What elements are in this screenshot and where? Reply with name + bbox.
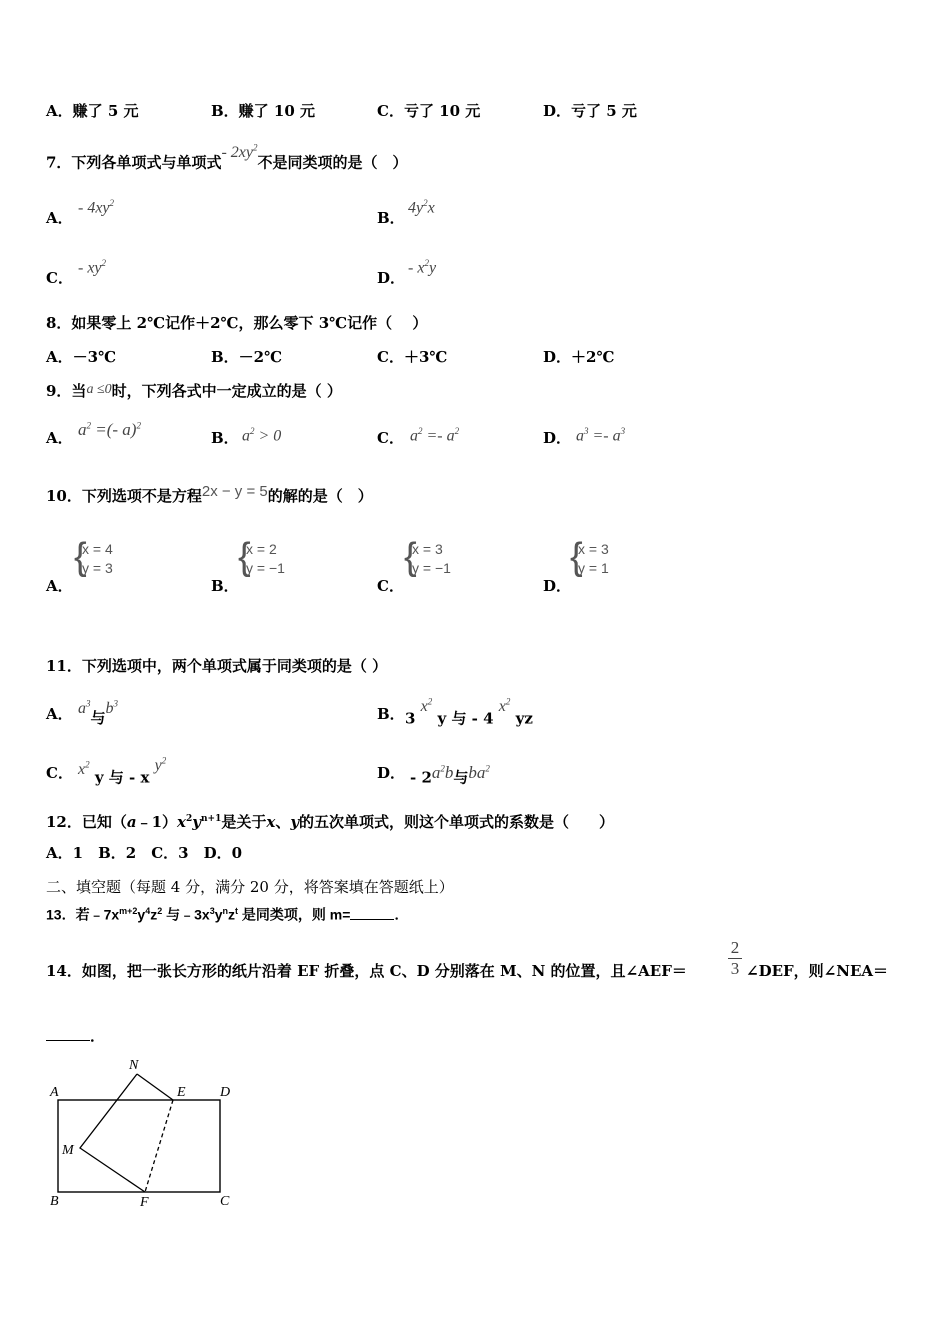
label-f: F — [140, 1195, 149, 1210]
q11-a-t1-base: a — [78, 700, 86, 718]
q9-stem-before: 9．当 — [46, 382, 87, 400]
q13-s1: m+2 — [119, 906, 138, 916]
q9-a-label: A． — [46, 429, 73, 447]
q11-c-x-base: x — [78, 761, 86, 779]
q12-stem-end: 的五次单项式，则这个单项式的系数是（ ） — [299, 813, 615, 831]
q11-a-t2 — [106, 700, 119, 717]
section-2-heading: 二、填空题（每题 4 分，满分 20 分，将答案填在答题纸上） — [46, 878, 454, 896]
q11-a-t1-exp: 3 — [86, 699, 91, 709]
q9-d-label: D． — [543, 429, 572, 447]
q8-option-a: A．－3℃ — [46, 348, 117, 366]
q11-c-y-exp: 2 — [161, 756, 167, 766]
q8-stem: 8．如果零上 2℃记作＋2℃，那么零下 3℃记作（ ） — [46, 314, 428, 332]
q7-a-expr-text: - 4xy — [78, 199, 110, 217]
q13-p7: 是同类项，则 m= — [238, 906, 351, 923]
q9-c-expr — [410, 426, 459, 445]
q8-option-b: B．－2℃ — [211, 348, 283, 366]
q12-options: A．1 B．2 C．3 D．0 — [46, 844, 243, 862]
q9-d-base: a — [576, 427, 584, 445]
q13-p5: y — [214, 906, 223, 923]
q11-c-y — [155, 757, 167, 774]
q11-b-x2 — [499, 698, 511, 715]
q14-frac-num: 2 — [730, 938, 740, 957]
q7-stem-before: 7．下列各单项式与单项式 — [46, 153, 222, 172]
q11-b-label: B． — [377, 705, 405, 723]
q13-p2: y — [137, 906, 146, 923]
q10-a-label: A． — [46, 577, 73, 595]
q12-vx: x — [266, 813, 276, 831]
q11-b-x2-exp: 2 — [505, 697, 511, 707]
q13-p1: 13．若﹣7x — [46, 906, 120, 923]
q11-d-t2-base: ba — [468, 762, 486, 782]
q14-fraction — [728, 938, 742, 979]
q7-a-label: A． — [46, 209, 73, 227]
q14-answer-end: ． — [90, 1027, 106, 1045]
q10-stem-before: 10．下列选项不是方程 — [46, 487, 202, 505]
q11-d-c: - 2 — [410, 768, 432, 787]
q12-supn1: n+1 — [200, 814, 222, 824]
q7-d-y: y — [428, 259, 437, 277]
q7-d-expr-text: - x — [408, 259, 425, 277]
q7-b-label: B． — [377, 209, 405, 227]
label-d: D — [220, 1085, 231, 1100]
label-b: B — [50, 1194, 59, 1209]
q11-a-t1 — [78, 700, 91, 717]
brace-icon: { — [404, 536, 417, 578]
q7-a-exp: 2 — [109, 198, 115, 208]
q13-end: ． — [394, 906, 409, 923]
q9-c-sq2: 2 — [454, 426, 460, 436]
q11-d-mid: 与 — [453, 768, 469, 787]
q11-a-expr — [78, 694, 119, 728]
q11-b-x-exp: 2 — [427, 697, 433, 707]
q12-vy: y — [290, 813, 300, 831]
brace-icon: { — [238, 536, 251, 578]
q8-option-c: C．＋3℃ — [377, 348, 448, 366]
q10-stem-after: 的解的是（ ） — [267, 487, 373, 505]
q7-d-label: D． — [377, 269, 406, 287]
q11-a-t2-exp: 3 — [113, 699, 119, 709]
q9-b-mid: > 0 — [254, 427, 282, 445]
q11-c-x-exp: 2 — [85, 760, 90, 770]
q13-p6: z — [228, 906, 236, 923]
q9-d-cube2: 3 — [620, 426, 626, 436]
q13-s2: 4 — [145, 906, 151, 916]
q12-stem-before: 12．已知（ — [46, 813, 127, 831]
q12-x: x — [177, 813, 186, 831]
q6-option-c: C．亏了 10 元 — [377, 102, 481, 120]
q10-c-x: x = 3 — [412, 541, 443, 557]
q11-a-label: A． — [46, 705, 73, 723]
q7-c-label: C． — [46, 269, 73, 287]
q7-stem-expr — [221, 144, 257, 161]
q11-d-t1 — [432, 763, 454, 782]
q12-stem — [46, 809, 614, 832]
q9-b-base: a — [242, 427, 250, 445]
q10-equation: 2x − y = 5 — [201, 483, 268, 500]
q7-stem — [46, 143, 408, 173]
q11-c-expr — [78, 756, 167, 788]
q7-b-exp: 2 — [423, 198, 428, 208]
q14-answer-line — [46, 1026, 105, 1046]
q10-a-system — [74, 536, 113, 578]
q10-d-x: x = 3 — [578, 541, 609, 557]
q11-b-x-base: x — [420, 698, 428, 716]
q9-a-mid: =(- a) — [91, 420, 137, 439]
label-e: E — [177, 1085, 186, 1100]
label-c: C — [220, 1194, 230, 1209]
fold-line-ef — [145, 1100, 173, 1192]
label-a: A — [50, 1085, 59, 1100]
q11-c-x — [78, 761, 90, 778]
q11-d-t1-exp: 2 — [440, 763, 445, 773]
q9-a-sq: 2 — [86, 420, 91, 431]
q13-p3: z — [150, 906, 158, 923]
q12-sup2: 2 — [186, 814, 193, 824]
q11-a-mid: 与 — [90, 709, 106, 728]
q11-d-b: b — [444, 762, 454, 782]
q10-d-y: y = 1 — [578, 560, 609, 576]
q11-b-mid: y 与 - 4 — [437, 709, 494, 728]
q12-a: a — [126, 813, 137, 831]
q7-d-exp: 2 — [424, 258, 429, 268]
q7-stem-expr-text: - 2xy — [221, 144, 253, 162]
q9-stem — [46, 381, 342, 403]
q11-d-t1-base: a — [431, 762, 441, 782]
label-m: M — [62, 1143, 74, 1158]
q7-c-exp: 2 — [101, 258, 107, 268]
q7-b-expr — [408, 198, 435, 217]
q7-stem-exp: 2 — [252, 143, 258, 153]
q11-b-x2-base: x — [498, 698, 506, 716]
q7-b-x: x — [427, 199, 435, 217]
q11-c-mid: y 与 - x — [94, 768, 150, 787]
q9-a-expr — [78, 420, 141, 440]
q14-frac-den: 3 — [728, 958, 742, 979]
q10-stem — [46, 483, 373, 507]
q13-s4: 3 — [209, 906, 215, 916]
q13-s5: n — [222, 906, 229, 916]
q7-a-expr — [78, 198, 114, 217]
q9-cond: a ≤0 — [86, 382, 112, 397]
q9-stem-after: 时，下列各式中一定成立的是（ ） — [111, 382, 342, 400]
q14-stem — [46, 961, 687, 981]
q10-c-y: y = −1 — [412, 560, 451, 576]
q13-answer-blank[interactable] — [350, 905, 394, 920]
q9-b-sq: 2 — [250, 426, 255, 436]
q13-p4: 与﹣3x — [162, 906, 210, 923]
q6-option-a: A．赚了 5 元 — [46, 102, 139, 120]
q6-option-d: D．亏了 5 元 — [543, 102, 637, 120]
q7-stem-after: 不是同类项的是（ ） — [257, 153, 408, 172]
q9-c-base: a — [410, 427, 418, 445]
q12-minus-one: ﹣1） — [136, 813, 178, 831]
q7-c-expr-text: - xy — [78, 259, 102, 277]
q10-d-label: D． — [543, 577, 572, 595]
q10-d-system — [570, 536, 609, 578]
brace-icon: { — [570, 536, 583, 578]
q7-b-expr-text: 4y — [408, 199, 424, 217]
q14-stem-before: 14．如图，把一张长方形的纸片沿着 EF 折叠，点 C、D 分别落在 M、N 的位置，且∠AEF＝ — [46, 962, 687, 980]
q10-c-label: C． — [377, 577, 404, 595]
label-n: N — [129, 1058, 139, 1073]
q10-c-system — [404, 536, 451, 578]
q11-b-x — [421, 698, 433, 715]
q10-b-y: y = −1 — [246, 560, 285, 576]
q12-stem-after: 是关于 — [221, 813, 267, 831]
q11-d-t2 — [468, 763, 490, 782]
q11-stem: 11．下列选项中，两个单项式属于同类项的是（ ） — [46, 657, 388, 675]
q13-s3: 2 — [157, 906, 163, 916]
q9-a-sq2: 2 — [136, 420, 141, 431]
q12-y: y — [192, 813, 201, 831]
q9-c-sq: 2 — [418, 426, 423, 436]
q7-d-expr — [408, 258, 436, 277]
q14-answer-blank[interactable] — [46, 1026, 90, 1041]
q9-d-cube: 3 — [584, 426, 589, 436]
q9-d-mid: =- a — [588, 427, 621, 445]
q11-c-label: C． — [46, 764, 73, 782]
q9-b-label: B． — [211, 429, 239, 447]
q10-b-label: B． — [211, 577, 239, 595]
q9-d-expr — [576, 426, 625, 445]
q9-c-label: C． — [377, 429, 404, 447]
q11-d-label: D． — [377, 764, 406, 782]
q12-sep: 、 — [275, 813, 291, 831]
brace-icon: { — [74, 536, 87, 578]
q9-c-mid: =- a — [422, 427, 455, 445]
q9-a-base: a — [78, 420, 87, 439]
q11-d-expr — [410, 763, 490, 788]
q10-b-system — [238, 536, 285, 578]
folded-edge-ne — [137, 1074, 173, 1100]
q13-stem — [46, 901, 408, 925]
q8-option-d: D．＋2℃ — [543, 348, 615, 366]
q6-option-b: B．赚了 10 元 — [211, 102, 315, 120]
q11-c-y-base: y — [154, 757, 162, 775]
q11-b-expr — [405, 697, 533, 729]
fold-figure — [40, 1052, 250, 1222]
q10-a-y: y = 3 — [82, 560, 113, 576]
q9-b-expr — [242, 426, 281, 445]
q10-a-x: x = 4 — [82, 541, 113, 557]
q14-stem-after: ∠DEF，则∠NEA＝ — [746, 962, 889, 980]
q7-c-expr — [78, 258, 106, 277]
q11-a-t2-base: b — [105, 700, 114, 718]
q13-s6: t — [235, 906, 239, 916]
q11-d-t2-exp: 2 — [485, 763, 490, 773]
q11-b-end: yz — [515, 709, 533, 728]
q10-b-x: x = 2 — [246, 541, 277, 557]
folded-edge-nmf — [80, 1074, 145, 1192]
q11-b-c1: 3 — [405, 709, 416, 728]
